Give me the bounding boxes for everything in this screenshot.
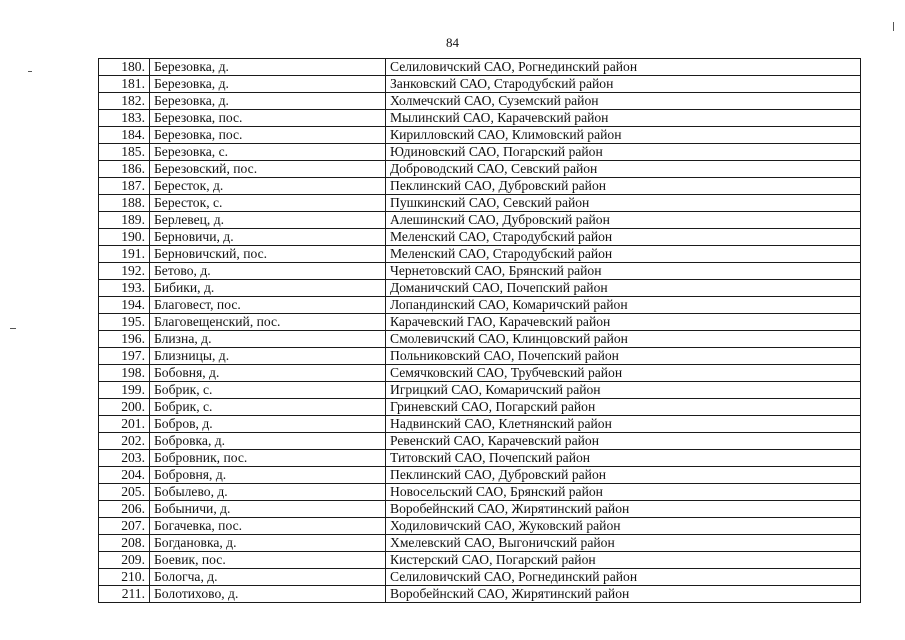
settlement-name: Березовка, д. (150, 93, 386, 110)
settlement-name: Близницы, д. (150, 348, 386, 365)
settlement-location: Гриневский САО, Погарский район (386, 399, 861, 416)
table-row (99, 416, 861, 433)
table-row (99, 144, 861, 161)
table-row (99, 127, 861, 144)
settlement-name: Березовка, с. (150, 144, 386, 161)
table-row (99, 586, 861, 603)
table-row (99, 93, 861, 110)
table-row (99, 382, 861, 399)
settlement-name: Берновичи, д. (150, 229, 386, 246)
settlement-location: Пеклинский САО, Дубровский район (386, 178, 861, 195)
settlement-name: Благовещенский, пос. (150, 314, 386, 331)
settlement-location: Семячковский САО, Трубчевский район (386, 365, 861, 382)
table-row (99, 450, 861, 467)
settlement-name: Бобрик, с. (150, 382, 386, 399)
row-number: 185. (99, 144, 150, 161)
settlement-name: Бобровня, д. (150, 467, 386, 484)
row-number: 210. (99, 569, 150, 586)
settlement-location: Чернетовский САО, Брянский район (386, 263, 861, 280)
row-number: 209. (99, 552, 150, 569)
settlement-location: Холмечский САО, Суземский район (386, 93, 861, 110)
scan-mark (28, 71, 32, 72)
row-number: 188. (99, 195, 150, 212)
settlement-name: Березовка, д. (150, 76, 386, 93)
row-number: 180. (99, 59, 150, 76)
row-number: 199. (99, 382, 150, 399)
row-number: 192. (99, 263, 150, 280)
row-number: 182. (99, 93, 150, 110)
table-row (99, 110, 861, 127)
settlement-name: Бобыничи, д. (150, 501, 386, 518)
settlement-name: Березовский, пос. (150, 161, 386, 178)
settlement-name: Близна, д. (150, 331, 386, 348)
row-number: 187. (99, 178, 150, 195)
settlement-name: Богдановка, д. (150, 535, 386, 552)
table-row (99, 552, 861, 569)
settlement-location: Кистерский САО, Погарский район (386, 552, 861, 569)
settlement-location: Карачевский ГАО, Карачевский район (386, 314, 861, 331)
table-row (99, 484, 861, 501)
row-number: 181. (99, 76, 150, 93)
settlement-name: Богачевка, пос. (150, 518, 386, 535)
row-number: 201. (99, 416, 150, 433)
settlement-name: Бибики, д. (150, 280, 386, 297)
settlement-location: Новосельский САО, Брянский район (386, 484, 861, 501)
settlement-location: Надвинский САО, Клетнянский район (386, 416, 861, 433)
settlement-location: Алешинский САО, Дубровский район (386, 212, 861, 229)
settlement-location: Игрицкий САО, Комаричский район (386, 382, 861, 399)
settlement-location: Хмелевский САО, Выгоничский район (386, 535, 861, 552)
settlements-table-body (99, 59, 861, 603)
settlement-name: Березовка, пос. (150, 127, 386, 144)
table-row (99, 314, 861, 331)
settlement-location: Титовский САО, Почепский район (386, 450, 861, 467)
settlement-name: Бересток, с. (150, 195, 386, 212)
row-number: 202. (99, 433, 150, 450)
row-number: 211. (99, 586, 150, 603)
settlement-location: Меленский САО, Стародубский район (386, 229, 861, 246)
row-number: 206. (99, 501, 150, 518)
row-number: 198. (99, 365, 150, 382)
row-number: 205. (99, 484, 150, 501)
settlement-location: Пеклинский САО, Дубровский район (386, 467, 861, 484)
scan-mark (10, 328, 16, 329)
row-number: 194. (99, 297, 150, 314)
settlement-name: Бобылево, д. (150, 484, 386, 501)
settlement-location: Доманичский САО, Почепский район (386, 280, 861, 297)
table-row (99, 212, 861, 229)
row-number: 196. (99, 331, 150, 348)
row-number: 204. (99, 467, 150, 484)
settlement-location: Занковский САО, Стародубский район (386, 76, 861, 93)
table-row (99, 178, 861, 195)
settlement-name: Благовест, пос. (150, 297, 386, 314)
table-row (99, 280, 861, 297)
settlement-location: Лопандинский САО, Комаричский район (386, 297, 861, 314)
row-number: 190. (99, 229, 150, 246)
settlement-name: Березовка, пос. (150, 110, 386, 127)
table-row (99, 161, 861, 178)
settlement-location: Юдиновский САО, Погарский район (386, 144, 861, 161)
table-row (99, 569, 861, 586)
settlement-location: Ревенский САО, Карачевский район (386, 433, 861, 450)
table-row (99, 263, 861, 280)
table-row (99, 76, 861, 93)
settlement-location: Воробейнский САО, Жирятинский район (386, 501, 861, 518)
settlement-name: Берновичский, пос. (150, 246, 386, 263)
settlement-location: Польниковский САО, Почепский район (386, 348, 861, 365)
settlement-name: Бересток, д. (150, 178, 386, 195)
settlement-location: Мылинский САО, Карачевский район (386, 110, 861, 127)
settlement-name: Бобров, д. (150, 416, 386, 433)
row-number: 189. (99, 212, 150, 229)
settlement-name: Бологча, д. (150, 569, 386, 586)
row-number: 207. (99, 518, 150, 535)
settlements-table (98, 58, 861, 603)
table-row (99, 331, 861, 348)
settlement-location: Пушкинский САО, Севский район (386, 195, 861, 212)
row-number: 197. (99, 348, 150, 365)
settlement-location: Доброводский САО, Севский район (386, 161, 861, 178)
settlement-name: Березовка, д. (150, 59, 386, 76)
row-number: 183. (99, 110, 150, 127)
scan-mark (893, 22, 894, 31)
settlement-location: Воробейнский САО, Жирятинский район (386, 586, 861, 603)
row-number: 208. (99, 535, 150, 552)
table-row (99, 365, 861, 382)
settlement-name: Бобровка, д. (150, 433, 386, 450)
settlement-name: Бетово, д. (150, 263, 386, 280)
settlement-name: Боевик, пос. (150, 552, 386, 569)
table-row (99, 467, 861, 484)
table-row (99, 433, 861, 450)
settlement-location: Селиловичский САО, Рогнединский район (386, 569, 861, 586)
table-row (99, 501, 861, 518)
row-number: 191. (99, 246, 150, 263)
table-row (99, 348, 861, 365)
table-row (99, 59, 861, 76)
table-row (99, 297, 861, 314)
row-number: 186. (99, 161, 150, 178)
settlement-location: Кирилловский САО, Климовский район (386, 127, 861, 144)
table-row (99, 229, 861, 246)
table-row (99, 246, 861, 263)
row-number: 200. (99, 399, 150, 416)
settlement-location: Смолевичский САО, Клинцовский район (386, 331, 861, 348)
settlement-name: Бобрик, с. (150, 399, 386, 416)
settlement-location: Меленский САО, Стародубский район (386, 246, 861, 263)
settlement-location: Ходиловичский САО, Жуковский район (386, 518, 861, 535)
table-row (99, 399, 861, 416)
settlement-name: Берлевец, д. (150, 212, 386, 229)
row-number: 203. (99, 450, 150, 467)
row-number: 184. (99, 127, 150, 144)
table-row (99, 195, 861, 212)
page-number: 84 (446, 35, 459, 50)
row-number: 195. (99, 314, 150, 331)
table-row (99, 518, 861, 535)
settlement-location: Селиловичский САО, Рогнединский район (386, 59, 861, 76)
row-number: 193. (99, 280, 150, 297)
table-row (99, 535, 861, 552)
settlement-name: Бобовня, д. (150, 365, 386, 382)
settlement-name: Болотихово, д. (150, 586, 386, 603)
settlement-name: Бобровник, пос. (150, 450, 386, 467)
